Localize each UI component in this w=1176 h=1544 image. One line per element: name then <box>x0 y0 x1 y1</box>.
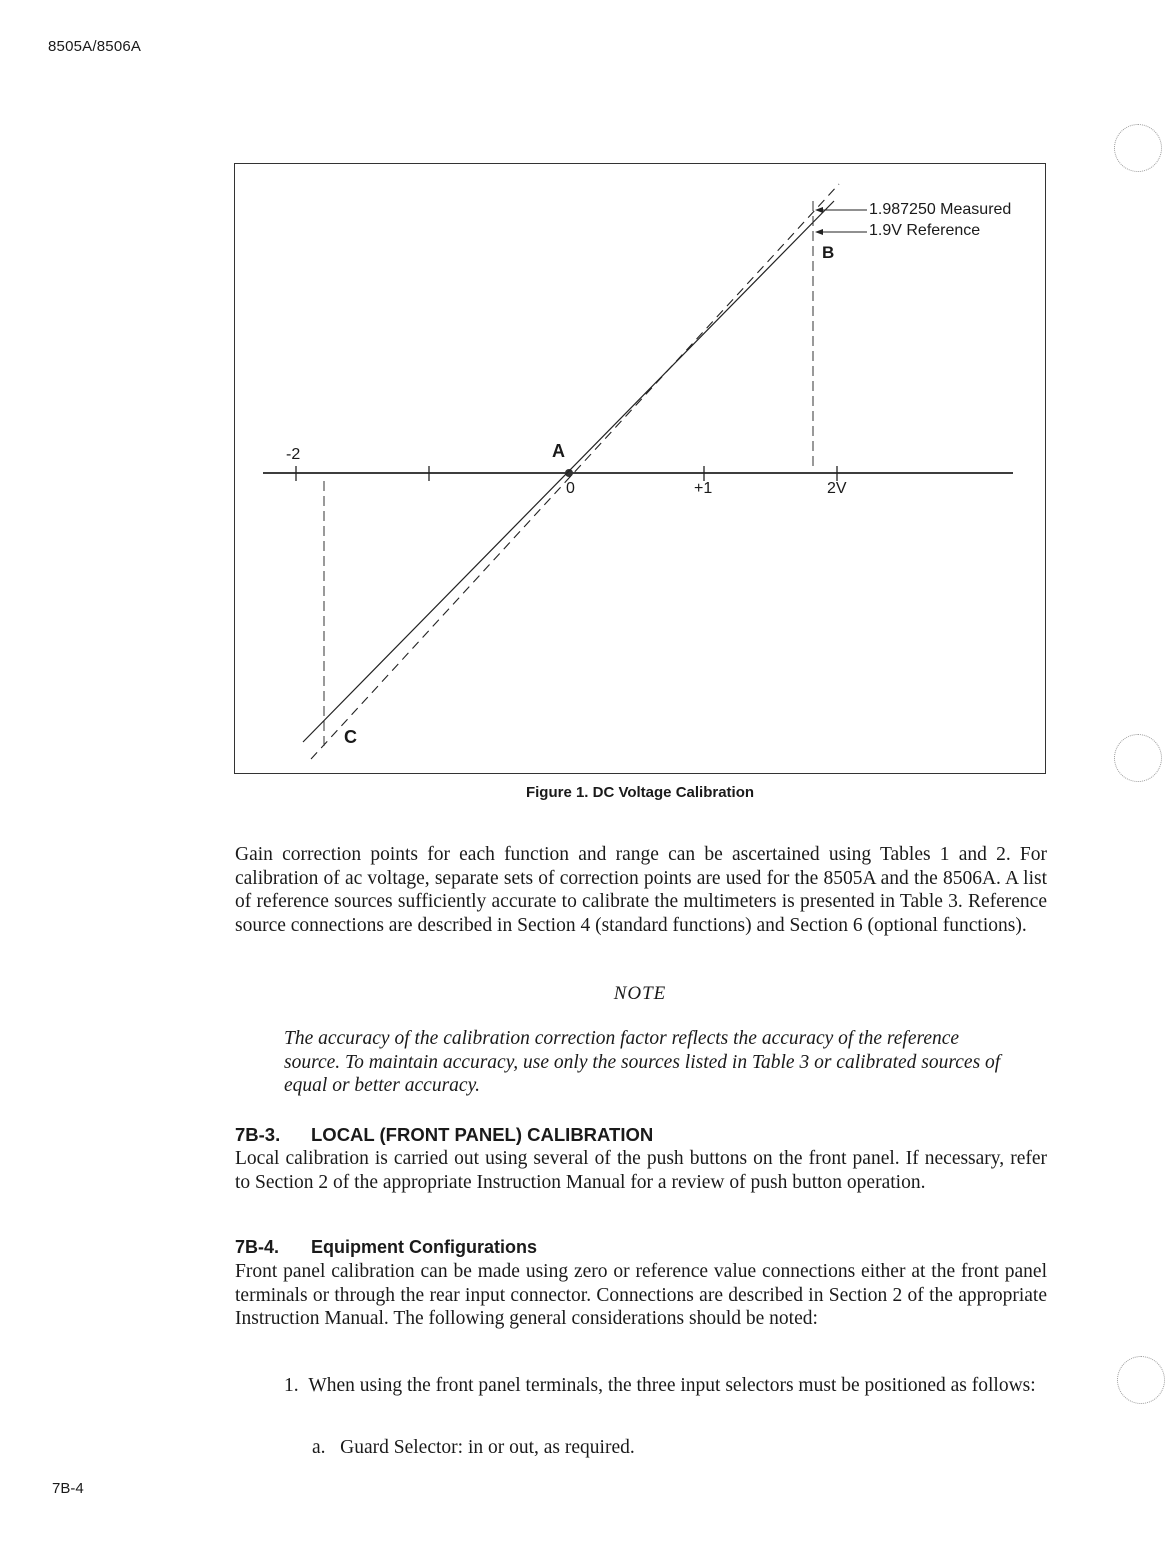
calibration-diagram <box>235 164 1047 775</box>
section-title: LOCAL (FRONT PANEL) CALIBRATION <box>311 1124 654 1145</box>
binder-hole-icon <box>1117 1356 1165 1404</box>
measured-annotation: 1.987250 Measured <box>869 201 1012 218</box>
reference-line <box>303 201 834 742</box>
page-number: 7B-4 <box>52 1480 84 1497</box>
section-heading-7b-3 <box>235 1124 653 1146</box>
list-text: Guard Selector: in or out, as required. <box>340 1437 635 1458</box>
binder-hole-icon <box>1114 734 1162 782</box>
figure-caption: Figure 1. DC Voltage Calibration <box>525 784 755 801</box>
point-c-label: C <box>344 727 357 747</box>
binder-hole-icon <box>1114 124 1162 172</box>
note-title: NOTE <box>613 983 667 1004</box>
reference-annotation: 1.9V Reference <box>869 222 981 239</box>
intro-paragraph: Gain correction points for each function and range can be ascertained using Tables 1 and 2. For calibration of ac voltage, separate sets of correction points are used for the 8505A and the 8506A. A list of reference sources sufficiently accurate to calibrate the multimeters is presented in Table 3. Reference source connections are described in Section 4 (standard functions) and Section 6 (optional functions). <box>235 844 1047 936</box>
section-heading-7b-4 <box>235 1237 537 1258</box>
tick-label-2v: 2V <box>827 480 847 497</box>
point-b-label: B <box>822 243 835 262</box>
measured-line <box>311 184 839 759</box>
section-number: 7B-3. <box>235 1124 281 1145</box>
tick-label-0: 0 <box>566 480 575 497</box>
list-subitem <box>312 1436 635 1460</box>
note-body: The accuracy of the calibration correction factor reflects the accuracy of the reference source. To maintain accuracy, use only the sources listed in Table 3 or calibrated sources of equal or better accuracy. <box>284 1028 1001 1096</box>
section-title: Equipment Configurations <box>311 1237 537 1257</box>
tick-label-pos1: +1 <box>694 480 713 497</box>
list-marker: a. <box>312 1437 326 1458</box>
document-header-id: 8505A/8506A <box>48 38 142 55</box>
list-item <box>284 1374 1046 1398</box>
point-a-label: A <box>552 441 565 461</box>
figure-dc-voltage-calibration <box>234 163 1046 774</box>
list-marker: 1. <box>284 1375 299 1396</box>
tick-label-neg2: -2 <box>286 446 301 463</box>
section-7b-3-paragraph: Local calibration is carried out using several of the push buttons on the front panel. If necessary, refer to Section 2 of the appropriate Instruction Manual for a review of push button operation. <box>235 1148 1047 1193</box>
section-number: 7B-4. <box>235 1237 280 1257</box>
list-text: When using the front panel terminals, the three input selectors must be positioned as follows: <box>308 1375 1036 1396</box>
section-7b-4-paragraph: Front panel calibration can be made using zero or reference value connections either at the front panel terminals or through the rear input connector. Connections are described in Section 2 of the appropriate Instruction Manual. The following general considerations should be noted: <box>235 1261 1047 1329</box>
